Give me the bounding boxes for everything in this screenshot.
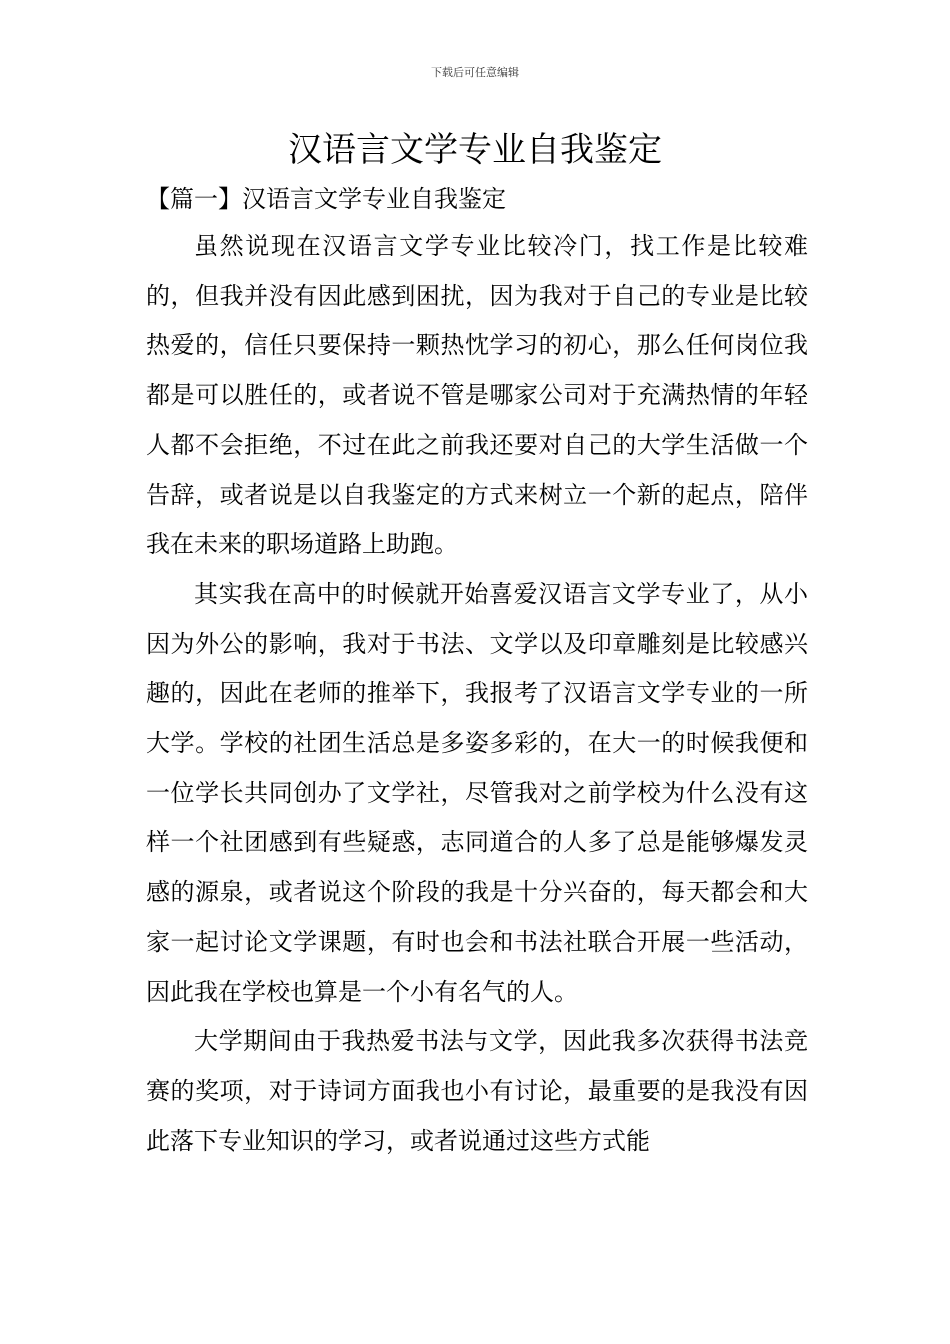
body-paragraph-1: 虽然说现在汉语言文学专业比较冷门，找工作是比较难的，但我并没有因此感到困扰，因为我对于自己的专业是比较热爱的，信任只要保持一颗热忱学习的初心，那么任何岗位我都是可以胜任的，或者说不管是哪家公司对于充满热情的年轻人都不会拒绝，不过在此之前我还要对自己的大学生活做一个告辞，或者说是以自我鉴定的方式来树立一个新的起点，陪伴我在未来的职场道路上助跑。	[146, 232, 808, 559]
header-note: 下载后可任意编辑	[431, 66, 519, 79]
document-body	[146, 176, 808, 1166]
body-paragraph-2: 其实我在高中的时候就开始喜爱汉语言文学专业了，从小因为外公的影响，我对于书法、文学以及印章雕刻是比较感兴趣的，因此在老师的推举下，我报考了汉语言文学专业的一所大学。学校的社团生活总是多姿多彩的，在大一的时候我便和一位学长共同创办了文学社，尽管我对之前学校为什么没有这样一个社团感到有些疑惑，志同道合的人多了总是能够爆发灵感的源泉，或者说这个阶段的我是十分兴奋的，每天都会和大家一起讨论文学课题，有时也会和书法社联合开展一些活动，因此我在学校也算是一个小有名气的人。	[146, 579, 808, 1006]
section-heading: 【篇一】汉语言文学专业自我鉴定	[146, 185, 506, 213]
body-paragraph-3: 大学期间由于我热爱书法与文学，因此我多次获得书法竞赛的奖项，对于诗词方面我也小有讨论，最重要的是我没有因此落下专业知识的学习，或者说通过这些方式能	[146, 1027, 808, 1155]
document-title: 汉语言文学专业自我鉴定	[288, 130, 662, 170]
